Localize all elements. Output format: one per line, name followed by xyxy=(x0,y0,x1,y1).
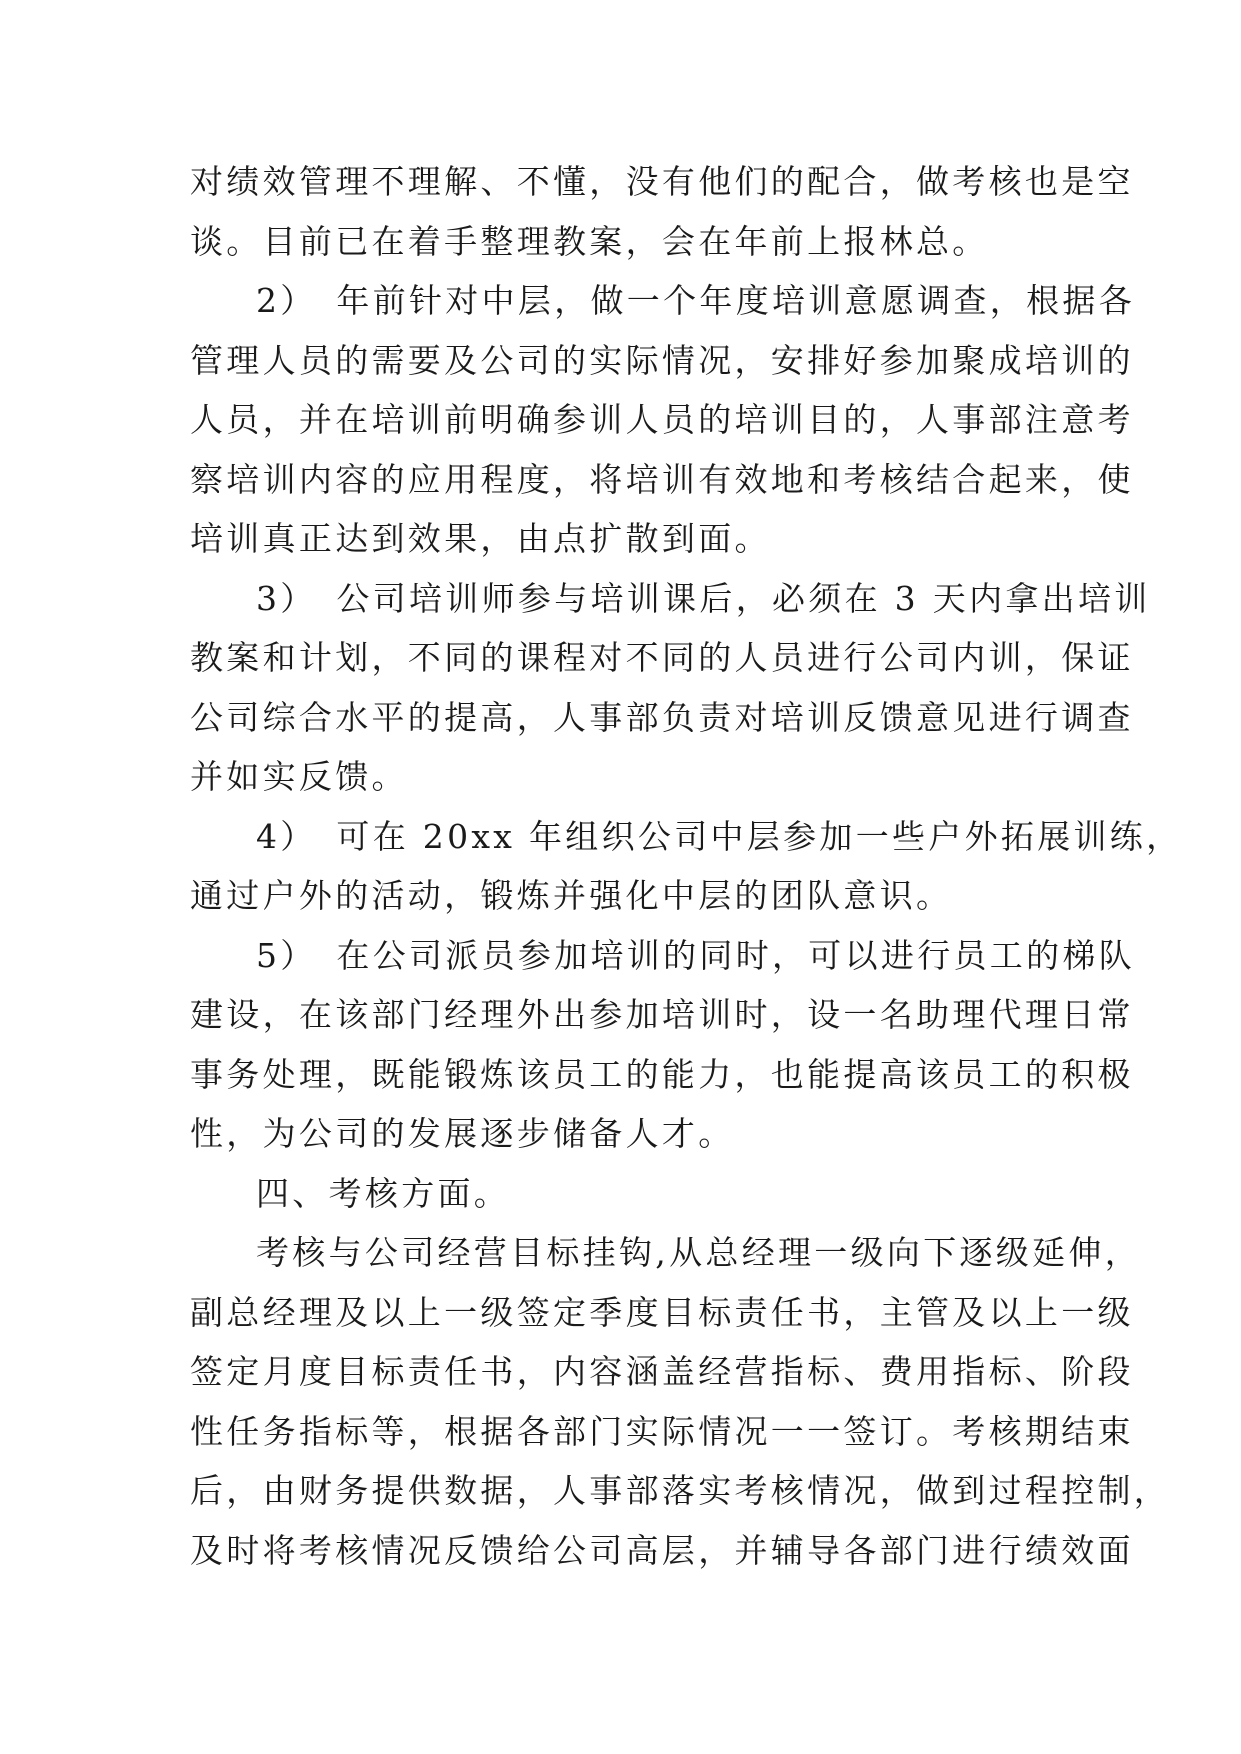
section-heading: 四、考核方面。 xyxy=(256,1173,511,1213)
text-line: 教案和计划，不同的课程对不同的人员进行公司内训，保证 xyxy=(190,638,1134,677)
text-line: 性任务指标等，根据各部门实际情况一一签订。考核期结束 xyxy=(190,1411,1134,1451)
text-line: 5） 在公司派员参加培训的同时，可以进行员工的梯队 xyxy=(256,935,1135,975)
text-line: 通过户外的活动，锻炼并强化中层的团队意识。 xyxy=(190,876,953,915)
text-line: 后，由财务提供数据，人事部落实考核情况，做到过程控制， xyxy=(190,1471,1171,1510)
text-line: 并如实反馈。 xyxy=(190,757,408,796)
text-line: 谈。目前已在着手整理教案，会在年前上报林总。 xyxy=(190,221,989,261)
text-line: 4） 可在 20xx 年组织公司中层参加一些户外拓展训练， xyxy=(256,816,1183,856)
text-line: 2） 年前针对中层，做一个年度培训意愿调查，根据各 xyxy=(256,281,1135,320)
text-line: 及时将考核情况反馈给公司高层，并辅导各部门进行绩效面 xyxy=(190,1530,1134,1570)
text-line: 签定月度目标责任书，内容涵盖经营指标、费用指标、阶段 xyxy=(190,1352,1134,1391)
text-line: 培训真正达到效果，由点扩散到面。 xyxy=(190,519,771,558)
text-line: 副总经理及以上一级签定季度目标责任书，主管及以上一级 xyxy=(190,1292,1134,1332)
text-line: 性，为公司的发展逐步储备人才。 xyxy=(190,1114,735,1153)
text-line: 事务处理，既能锻炼该员工的能力，也能提高该员工的积极 xyxy=(190,1054,1134,1094)
text-line: 对绩效管理不理解、不懂，没有他们的配合，做考核也是空 xyxy=(190,162,1134,201)
document-body xyxy=(190,152,1183,1580)
text-line: 3） 公司培训师参与培训课后，必须在 3 天内拿出培训 xyxy=(256,578,1151,618)
text-line: 公司综合水平的提高，人事部负责对培训反馈意见进行调查 xyxy=(190,697,1134,737)
text-line: 察培训内容的应用程度，将培训有效地和考核结合起来，使 xyxy=(190,459,1134,499)
text-line: 管理人员的需要及公司的实际情况，安排好参加聚成培训的 xyxy=(190,340,1134,380)
text-line: 考核与公司经营目标挂钩,从总经理一级向下逐级延伸， xyxy=(256,1233,1141,1272)
text-line: 人员，并在培训前明确参训人员的培训目的，人事部注意考 xyxy=(190,400,1134,439)
text-line: 建设，在该部门经理外出参加培训时，设一名助理代理日常 xyxy=(190,995,1134,1034)
